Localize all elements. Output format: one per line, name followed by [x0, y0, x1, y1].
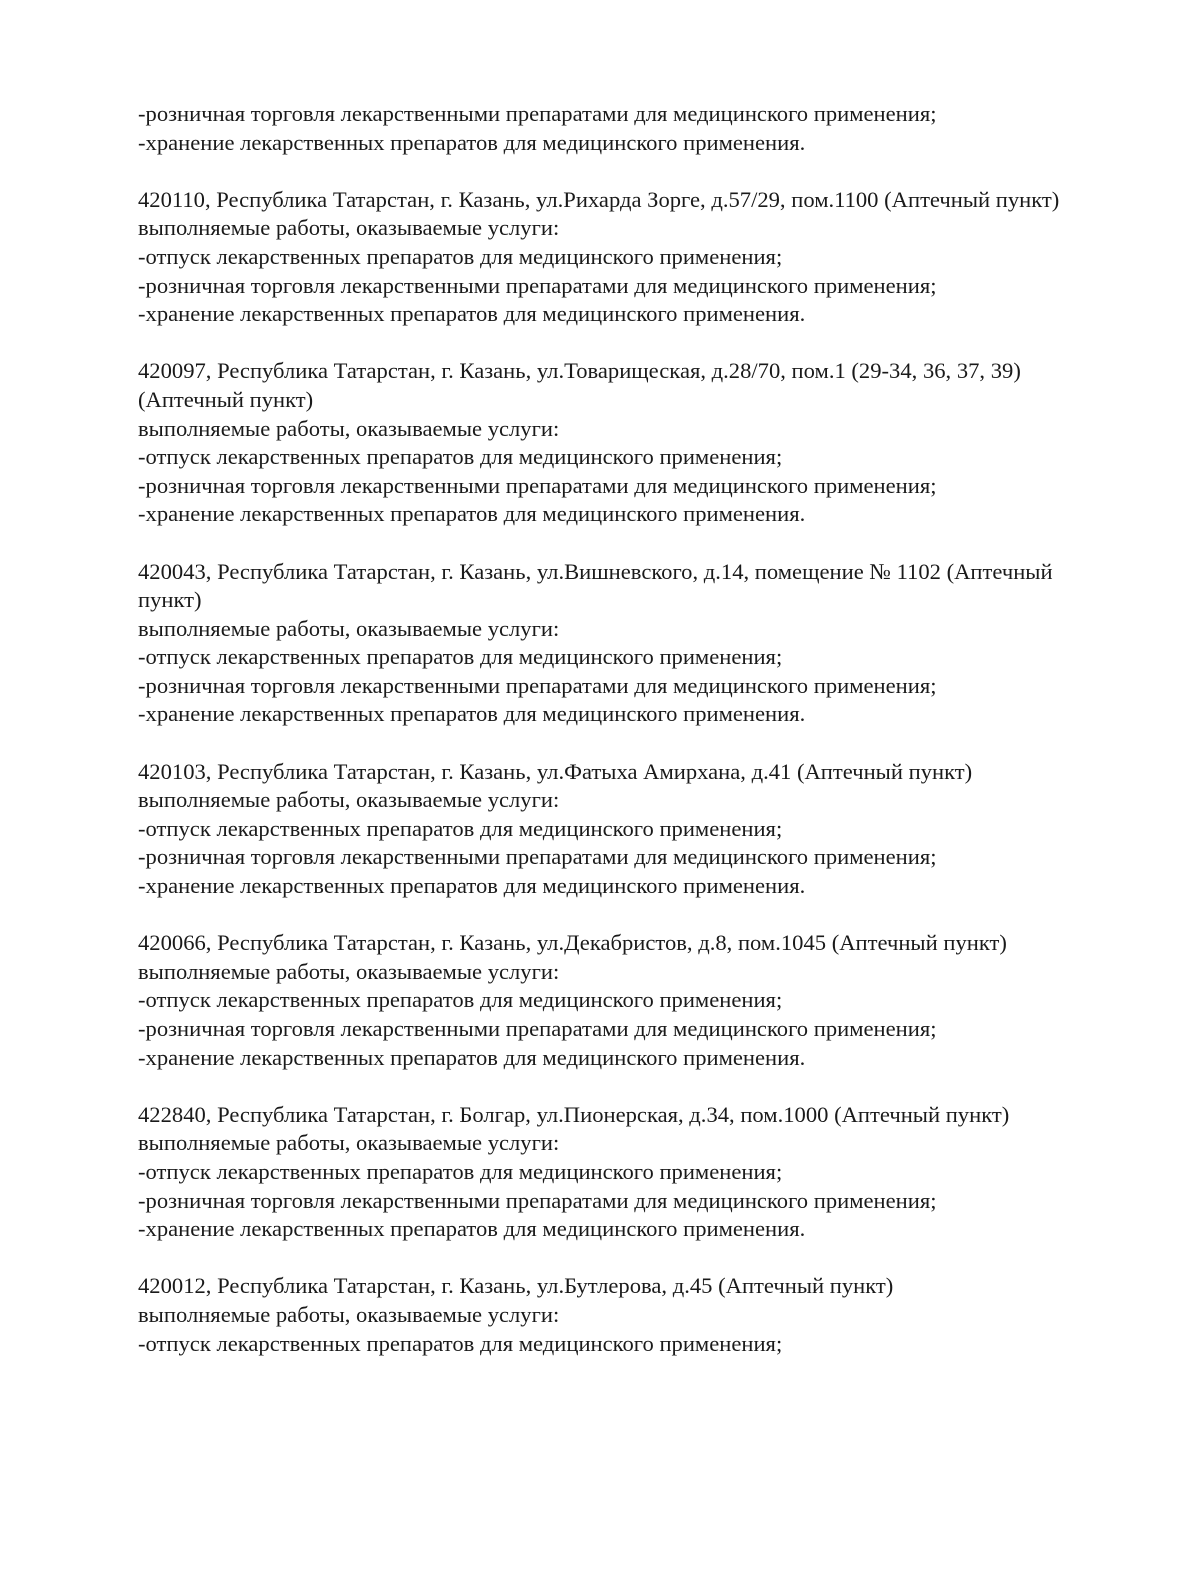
- service-item: -хранение лекарственных препаратов для медицинского применения.: [138, 501, 806, 527]
- address-line: 420066, Республика Татарстан, г. Казань, ул.Декабристов, д.8, пом.1045 (Аптечный пункт): [138, 930, 1007, 956]
- service-item: -отпуск лекарственных препаратов для медицинского применения;: [138, 1330, 783, 1356]
- pharmacy-entry: [138, 357, 1148, 529]
- service-item: -отпуск лекарственных препаратов для медицинского применения;: [138, 243, 783, 269]
- address-line: 422840, Республика Татарстан, г. Болгар, ул.Пионерская, д.34, пом.1000 (Аптечный пункт): [138, 1101, 1010, 1127]
- address-line: 420097, Республика Татарстан, г. Казань, ул.Товарищеская, д.28/70, пом.1 (29-34, 36, 37, 39): [138, 358, 1021, 384]
- service-item: -розничная торговля лекарственными препаратами для медицинского применения;: [138, 672, 937, 698]
- services-header: выполняемые работы, оказываемые услуги:: [138, 415, 560, 441]
- address-line: 420012, Республика Татарстан, г. Казань, ул.Бутлерова, д.45 (Аптечный пункт): [138, 1273, 894, 1299]
- intro-block: [138, 100, 1148, 157]
- service-item: -хранение лекарственных препаратов для медицинского применения.: [138, 873, 806, 899]
- service-item: -розничная торговля лекарственными препаратами для медицинского применения;: [138, 844, 937, 870]
- service-item: -отпуск лекарственных препаратов для медицинского применения;: [138, 1158, 783, 1184]
- service-item: -розничная торговля лекарственными препаратами для медицинского применения;: [138, 1016, 937, 1041]
- services-header: выполняемые работы, оказываемые услуги:: [138, 1301, 560, 1327]
- service-item: -розничная торговля лекарственными препаратами для медицинского применения;: [138, 272, 937, 298]
- address-line: пункт): [138, 587, 202, 613]
- services-header: выполняемые работы, оказываемые услуги:: [138, 958, 560, 984]
- address-line: (Аптечный пункт): [138, 386, 314, 412]
- service-item: -хранение лекарственных препаратов для медицинского применения.: [138, 1044, 806, 1070]
- service-item: -хранение лекарственных препаратов для медицинского применения.: [138, 1216, 806, 1242]
- services-header: выполняемые работы, оказываемые услуги:: [138, 787, 560, 813]
- service-item: -отпуск лекарственных препаратов для медицинского применения;: [138, 987, 783, 1013]
- services-header: выполняемые работы, оказываемые услуги:: [138, 1130, 560, 1156]
- address-line: 420043, Республика Татарстан, г. Казань, ул.Вишневского, д.14, помещение № 1102 (Аптечный: [138, 558, 1053, 584]
- service-item: -отпуск лекарственных препаратов для медицинского применения;: [138, 644, 783, 670]
- services-header: выполняемые работы, оказываемые услуги:: [138, 215, 560, 241]
- service-item: -отпуск лекарственных препаратов для медицинского применения;: [138, 444, 783, 470]
- services-header: выполняемые работы, оказываемые услуги:: [138, 615, 560, 641]
- intro-line: -хранение лекарственных препаратов для медицинского применения.: [138, 129, 806, 155]
- service-item: -хранение лекарственных препаратов для медицинского применения.: [138, 301, 806, 327]
- pharmacy-entry: [138, 558, 1148, 730]
- address-line: 420110, Республика Татарстан, г. Казань, ул.Рихарда Зорге, д.57/29, пом.1100 (Аптечный пункт): [138, 186, 1060, 212]
- service-item: -розничная торговля лекарственными препаратами для медицинского применения;: [138, 1187, 937, 1213]
- document-page: [138, 100, 1148, 1358]
- pharmacy-entry: [138, 758, 1148, 901]
- pharmacy-entry: [138, 1101, 1148, 1244]
- service-item: -хранение лекарственных препаратов для медицинского применения.: [138, 701, 806, 727]
- address-line: 420103, Республика Татарстан, г. Казань, ул.Фатыха Амирхана, д.41 (Аптечный пункт): [138, 758, 973, 784]
- intro-line: -розничная торговля лекарственными препаратами для медицинского применения;: [138, 101, 937, 126]
- pharmacy-entry: [138, 1272, 1148, 1358]
- service-item: -розничная торговля лекарственными препаратами для медицинского применения;: [138, 472, 937, 498]
- service-item: -отпуск лекарственных препаратов для медицинского применения;: [138, 815, 783, 841]
- pharmacy-entry: [138, 186, 1148, 329]
- pharmacy-entry: [138, 929, 1148, 1072]
